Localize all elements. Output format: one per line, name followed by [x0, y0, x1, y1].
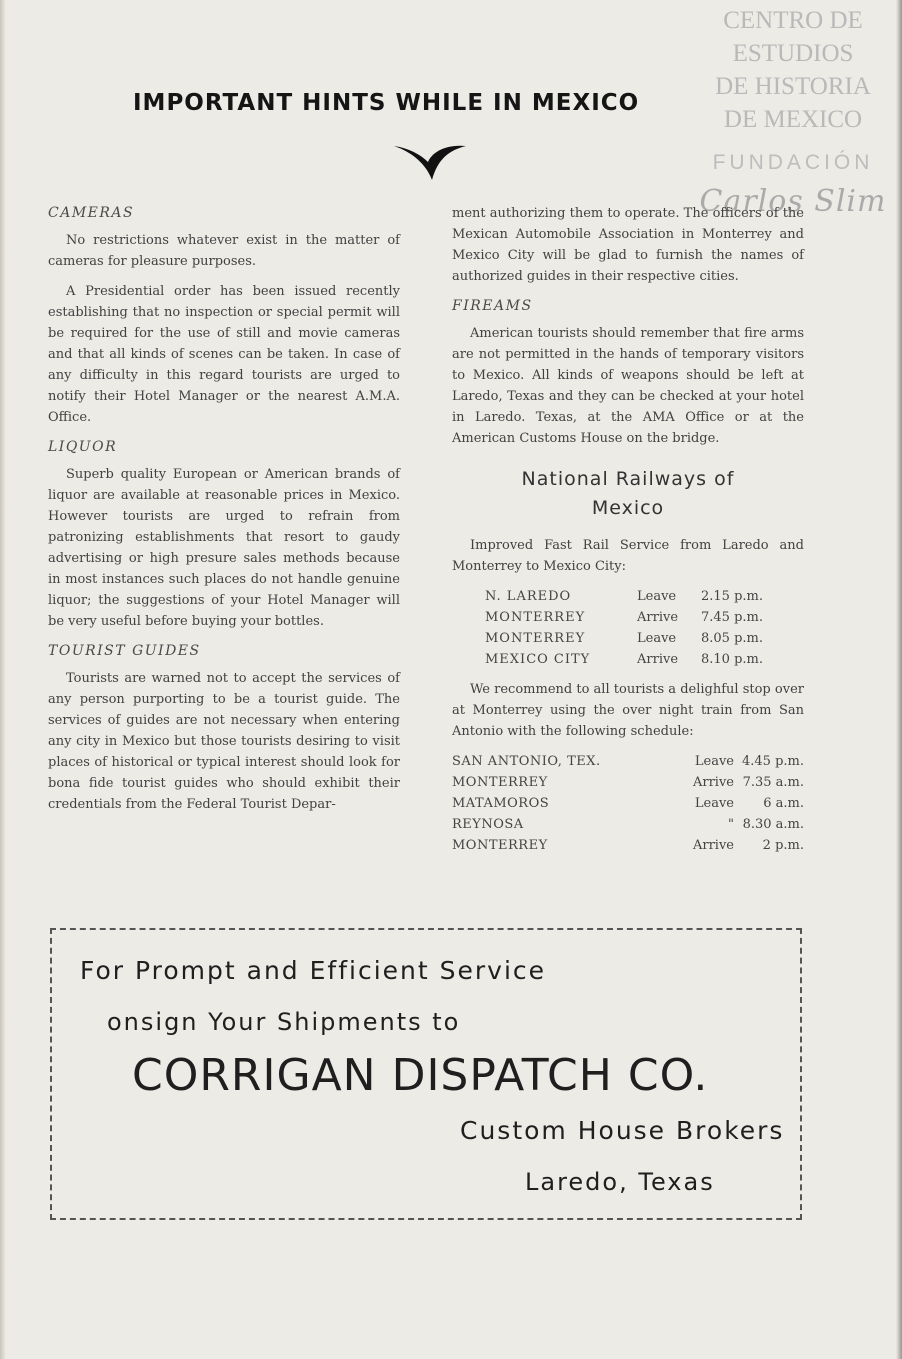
- railways-title-line: Mexico: [591, 497, 665, 519]
- railways-recommendation: We recommend to all tourists a delighful stop over at Monterrey using the over night train from San Antonio with the following schedule:: [452, 682, 804, 739]
- paragraph: Tourists are warned not to accept the services of any person purporting to be a tourist guide. The services of guides are not necessary when entering any city in Mexico but those tourists desiring to visit places of historical or typical interest should look for bona fide tourist guides who should exhibit their credentials from the Federal Tourist Depar-: [48, 671, 400, 812]
- ad-company-name: CORRIGAN DISPATCH CO.: [132, 1050, 709, 1101]
- paragraph: American tourists should remember that fire arms are not permitted in the hands of temporary visitors to Mexico. All kinds of weapons should be left at Laredo, Texas and they can be checked at your hotel in Laredo. Texas, at the AMA Office or at the American Customs House on the bridge.: [452, 326, 804, 446]
- station: MEXICO CITY: [485, 652, 591, 667]
- action: Leave: [694, 754, 734, 769]
- railways-title: [452, 465, 804, 523]
- railways-intro: Improved Fast Rail Service from Laredo and Monterrey to Mexico City:: [452, 538, 804, 574]
- section-heading-tourist-guides: TOURIST GUIDES: [48, 643, 201, 659]
- overnight-schedule-table: [452, 751, 804, 856]
- time: 4.45 p.m.: [742, 754, 804, 769]
- table-row: [485, 649, 763, 670]
- ad-line-location: Laredo, Texas: [525, 1168, 715, 1196]
- action: Arrive: [637, 610, 679, 625]
- time: 2 p.m.: [762, 838, 804, 853]
- section-heading-cameras: CAMERAS: [48, 205, 135, 221]
- right-column: [452, 203, 804, 856]
- watermark-foundation: FUNDACIÓN: [712, 151, 874, 174]
- time: 6 a.m.: [763, 796, 804, 811]
- paragraph-continued: ment authorizing them to operate. The officers of the Mexican Automobile Association in Monterrey and Mexico City will be glad to furnish the names of authorized guides in their respective cities.: [452, 206, 804, 284]
- time: 8.30 a.m.: [742, 817, 804, 832]
- action: Arrive: [637, 652, 679, 667]
- page-right-edge: [896, 0, 902, 1359]
- station: N. LAREDO: [485, 589, 572, 604]
- watermark-line: ESTUDIOS: [732, 40, 854, 67]
- paragraph: No restrictions whatever exist in the matter of cameras for pleasure purposes.: [48, 233, 400, 269]
- section-heading-liquor: LIQUOR: [48, 439, 118, 455]
- time: 7.45 p.m.: [701, 610, 763, 625]
- table-row: [485, 586, 763, 607]
- station: MATAMOROS: [452, 796, 550, 811]
- rail-schedule-table: [485, 586, 763, 670]
- station: MONTERREY: [452, 838, 548, 853]
- table-row: [485, 628, 763, 649]
- railways-title-line: National Railways of: [521, 468, 735, 490]
- table-row: [485, 607, 763, 628]
- ad-line-brokers: Custom House Brokers: [460, 1116, 785, 1145]
- paragraph: Superb quality European or American brands of liquor are available at reasonable prices in Mexico. However tourists are urged to refrain from patronizing establishments that resort to gaudy advertising or high presure sales methods because in most instances such places do not handle genuine liquor; the suggestions of your Hotel Manager will be very useful before buying your bottles.: [48, 467, 400, 629]
- table-row: [452, 835, 804, 856]
- time: 7.35 a.m.: [742, 775, 804, 790]
- station: MONTERREY: [485, 610, 586, 625]
- time: 2.15 p.m.: [701, 589, 763, 604]
- table-row: [452, 814, 804, 835]
- action: Leave: [694, 796, 734, 811]
- watermark-signature: Carlos Slim: [699, 184, 887, 219]
- table-row: [452, 751, 804, 772]
- watermark-line: DE MEXICO: [723, 106, 863, 133]
- action: Arrive: [692, 838, 734, 853]
- page-title: IMPORTANT HINTS WHILE IN MEXICO: [133, 90, 640, 116]
- watermark-line: CENTRO DE: [723, 7, 863, 34]
- corrigan-advertisement: [50, 928, 802, 1220]
- action: Leave: [637, 589, 677, 604]
- action: ": [728, 817, 734, 832]
- station: REYNOSA: [452, 817, 524, 832]
- station: SAN ANTONIO, TEX.: [452, 754, 601, 769]
- time: 8.10 p.m.: [701, 652, 763, 667]
- station: MONTERREY: [452, 775, 548, 790]
- table-row: [452, 772, 804, 793]
- left-column: [48, 203, 400, 824]
- table-row: [452, 793, 804, 814]
- watermark-line: DE HISTORIA: [715, 73, 871, 100]
- station: MONTERREY: [485, 631, 586, 646]
- page-left-edge: [0, 0, 6, 1359]
- ad-line-service: For Prompt and Efficient Service: [80, 956, 547, 985]
- ad-line-shipments: onsign Your Shipments to: [107, 1008, 461, 1036]
- paragraph: A Presidential order has been issued recently establishing that no inspection or special permit will be required for the use of still and movie cameras and that all kinds of scenes can be taken. In case of any difficulty in this regard tourists are urged to notify their Hotel Manager or the nearest A.M.A. Office.: [48, 284, 400, 425]
- swallow-ornament-icon: [392, 140, 468, 182]
- action: Leave: [637, 631, 677, 646]
- action: Arrive: [692, 775, 734, 790]
- time: 8.05 p.m.: [701, 631, 763, 646]
- section-heading-firearms: FIREAMS: [452, 298, 533, 314]
